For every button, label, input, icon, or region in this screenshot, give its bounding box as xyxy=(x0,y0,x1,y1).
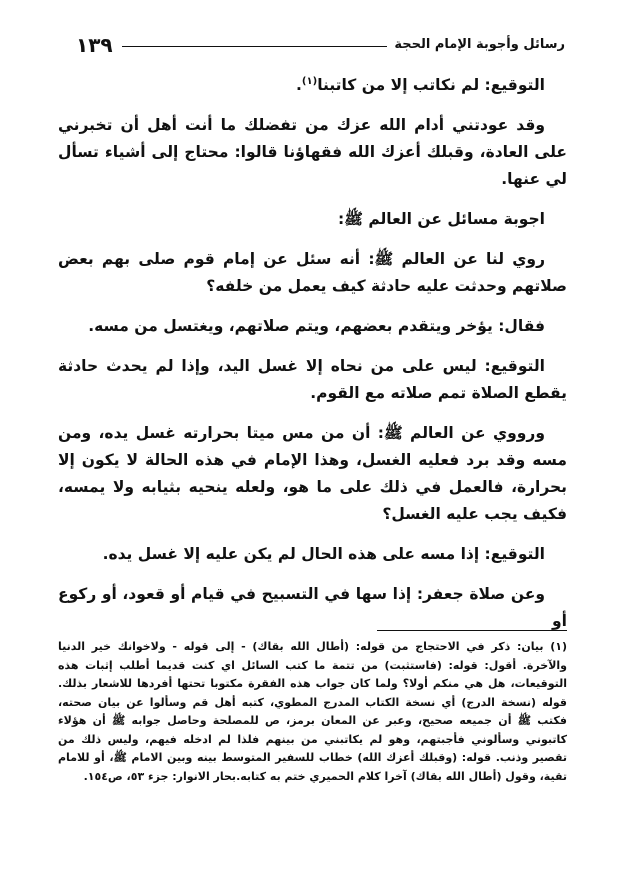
paragraph-1-end: . xyxy=(296,76,302,94)
header-rule xyxy=(122,46,387,47)
page-number: ١٣٩ xyxy=(76,33,113,57)
main-text xyxy=(58,72,567,648)
paragraph-2: وقد عودتني أدام الله عزك من تفضلك ما أنت أهل أن تخبرني على العادة، وقبلك أعزك الله فقهاؤنا قالوا: محتاج إلى أشياء تسأل لي عنها. xyxy=(58,116,567,188)
footnote: (١) بيان: ذكر في الاحتجاج من قوله: (أطال الله بقاك) - إلى قوله - ولاخوانك خير الدنيا والآخرة. أقول: قوله: (فاستثبت) من تتمة ما كتب السائل اي كنت قديما أطلب إثبات هذه التوقيعات، هل هي منكم أولا؟ ولما كان جواب هذه الفقرة مكتوبا تحتها أفردها للاشعار بذلك. قوله (نسخة الدرج) أي نسخة الكتاب المدرج المطوي، كتبه أهل قم وسألوا عن بيان صحته، فكتب ﷺ أن جميعه صحيح، وعبر عن المعان برمز، ص للمصلحة وحاصل جوابه ﷺ أن هؤلاء كاتبوني وسألوني فأجبتهم، وهو لم يكاتبني من بينهم فلذا لم ادخله فيهم، وليس ذلك من تقصير وذنب. قوله: (وقبلك أعزك الله) خطاب للسفير المتوسط بينه وبين الامام ﷺ، أو للامام تقية، وقول (أطال الله بقاك) آخرا كلام الحميري ختم به كتابه.بحار الانوار: جزء ٥٣، ص١٥٤. xyxy=(58,640,567,783)
paragraph-1 xyxy=(58,72,567,99)
page-header xyxy=(76,34,565,58)
paragraph-4: روي لنا عن العالم ﷺ: أنه سئل عن إمام قوم صلى بهم بعض صلاتهم وحدثت عليه حادثة كيف يعمل من خلفه؟ xyxy=(58,250,567,295)
paragraph-8: التوقيع: إذا مسه على هذه الحال لم يكن عليه إلا غسل يده. xyxy=(102,545,545,563)
paragraph-7: ورووي عن العالم ﷺ: أن من مس ميتا بحرارته غسل يده، ومن مسه وقد برد فعليه الغسل، وهذا الإمام في هذه الحالة لا يكون إلا بحرارة، فالعمل في ذلك على ما هو، ولعله ينحيه بثيابه ولا يمسه، فكيف يجب عليه الغسل؟ xyxy=(58,424,567,523)
paragraph-9: وعن صلاة جعفر: إذا سها في التسبيح في قيام أو قعود، أو ركوع أو xyxy=(58,585,567,630)
paragraph-5: فقال: يؤخر ويتقدم بعضهم، ويتم صلاتهم، ويغتسل من مسه. xyxy=(88,317,545,335)
paragraph-6: التوقيع: ليس على من نحاه إلا غسل اليد، وإذا لم يحدث حادثة يقطع الصلاة تمم صلاته مع القوم. xyxy=(58,357,567,402)
paragraph-1-text: التوقيع: لم نكاتب إلا من كاتبنا xyxy=(317,76,545,94)
footnote-separator xyxy=(377,630,567,631)
footnote-reference[interactable]: (١) xyxy=(301,75,318,87)
section-heading: اجوبة مسائل عن العالم ﷺ: xyxy=(338,210,545,228)
running-title: رسائل وأجوبة الإمام الحجة xyxy=(394,37,565,52)
